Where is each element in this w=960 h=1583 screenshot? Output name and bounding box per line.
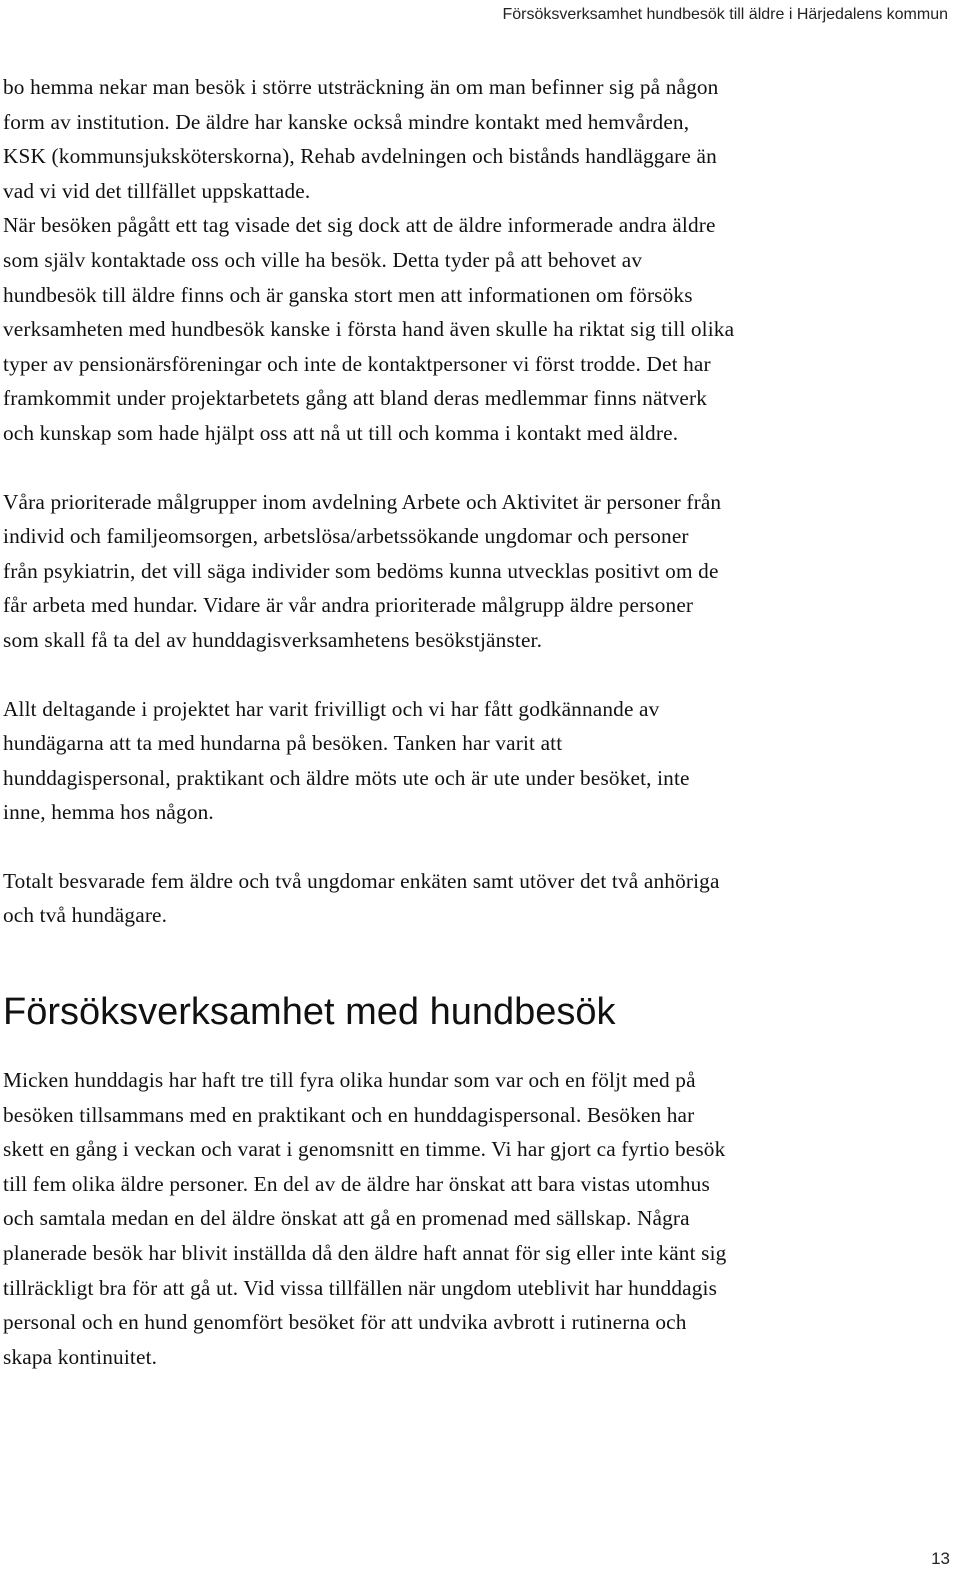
text-line: hundbesök till äldre finns och är ganska stort men att informationen om försöks: [3, 282, 693, 307]
text-line: skett en gång i veckan och varat i genomsnitt en timme. Vi har gjort ca fyrtio besök: [3, 1137, 726, 1162]
paragraph-section-body: [3, 1063, 955, 1374]
text-line: och kunskap som hade hjälpt oss att nå ut till och komma i kontakt med äldre.: [3, 420, 679, 445]
text-line: Micken hunddagis har haft tre till fyra olika hundar som var och en följt med på: [3, 1068, 696, 1093]
section-heading: Försöksverksamhet med hundbesök: [3, 991, 616, 1034]
paragraph-intro: [3, 70, 955, 451]
text-line: När besöken pågått ett tag visade det sig dock att de äldre informerade andra äldre: [3, 213, 716, 238]
text-line: till fem olika äldre personer. En del av de äldre har önskat att bara vistas utomhus: [3, 1171, 710, 1196]
text-line: individ och familjeomsorgen, arbetslösa/arbetssökande ungdomar och personer: [3, 524, 689, 549]
text-line: och samtala medan en del äldre önskat att gå en promenad med sällskap. Några: [3, 1206, 690, 1231]
paragraph-spacer: [3, 451, 955, 485]
text-line: skapa kontinuitet.: [3, 1344, 158, 1369]
text-line: tillräckligt bra för att gå ut. Vid vissa tillfällen när ungdom uteblivit har hunddagis: [3, 1275, 718, 1300]
paragraph-survey: [3, 864, 955, 933]
text-line: får arbeta med hundar. Vidare är vår andra prioriterade målgrupp äldre personer: [3, 593, 694, 618]
text-line: framkommit under projektarbetets gång att bland deras medlemmar finns nätverk: [3, 386, 708, 411]
text-line: form av institution. De äldre har kanske också mindre kontakt med hemvården,: [3, 109, 690, 134]
text-line: som skall få ta del av hunddagisverksamhetens besökstjänster.: [3, 627, 543, 652]
text-line: verksamheten med hundbesök kanske i första hand även skulle ha riktat sig till olika: [3, 317, 735, 342]
text-line: Totalt besvarade fem äldre och två ungdomar enkäten samt utöver det två anhöriga: [3, 868, 720, 893]
text-line: hundägarna att ta med hundarna på besöken. Tanken har varit att: [3, 731, 563, 756]
paragraph-target-groups: [3, 485, 955, 658]
text-line: planerade besök har blivit inställda då den äldre haft annat för sig eller inte känt sig: [3, 1241, 727, 1266]
text-line: som själv kontaktade oss och ville ha besök. Detta tyder på att behovet av: [3, 247, 643, 272]
text-line: från psykiatrin, det vill säga individer som bedöms kunna utvecklas positivt om de: [3, 558, 719, 583]
running-header: Försöksverksamhet hundbesök till äldre i Härjedalens kommun: [502, 6, 948, 23]
text-line: besöken tillsammans med en praktikant och en hunddagispersonal. Besöken har: [3, 1102, 695, 1127]
text-line: hunddagispersonal, praktikant och äldre möts ute och är ute under besöket, inte: [3, 765, 690, 790]
paragraph-spacer: [3, 658, 955, 692]
text-line: personal och en hund genomfört besöket för att undvika avbrott i rutinerna och: [3, 1310, 687, 1335]
page-number: 13: [931, 1549, 950, 1568]
page-content: [3, 70, 955, 1374]
text-line: vad vi vid det tillfället uppskattade.: [3, 178, 311, 203]
text-line: bo hemma nekar man besök i större utsträckning än om man befinner sig på någon: [3, 75, 719, 99]
text-line: KSK (kommunsjuksköterskorna), Rehab avdelningen och bistånds handläggare än: [3, 144, 717, 169]
paragraph-spacer: [3, 830, 955, 864]
paragraph-participation: [3, 692, 955, 830]
text-line: Våra prioriterade målgrupper inom avdelning Arbete och Aktivitet är personer från: [3, 489, 722, 514]
text-line: typer av pensionärsföreningar och inte de kontaktpersoner vi först trodde. Det har: [3, 351, 711, 376]
text-line: och två hundägare.: [3, 903, 168, 928]
text-line: Allt deltagande i projektet har varit frivilligt och vi har fått godkännande av: [3, 696, 660, 721]
text-line: inne, hemma hos någon.: [3, 800, 214, 825]
